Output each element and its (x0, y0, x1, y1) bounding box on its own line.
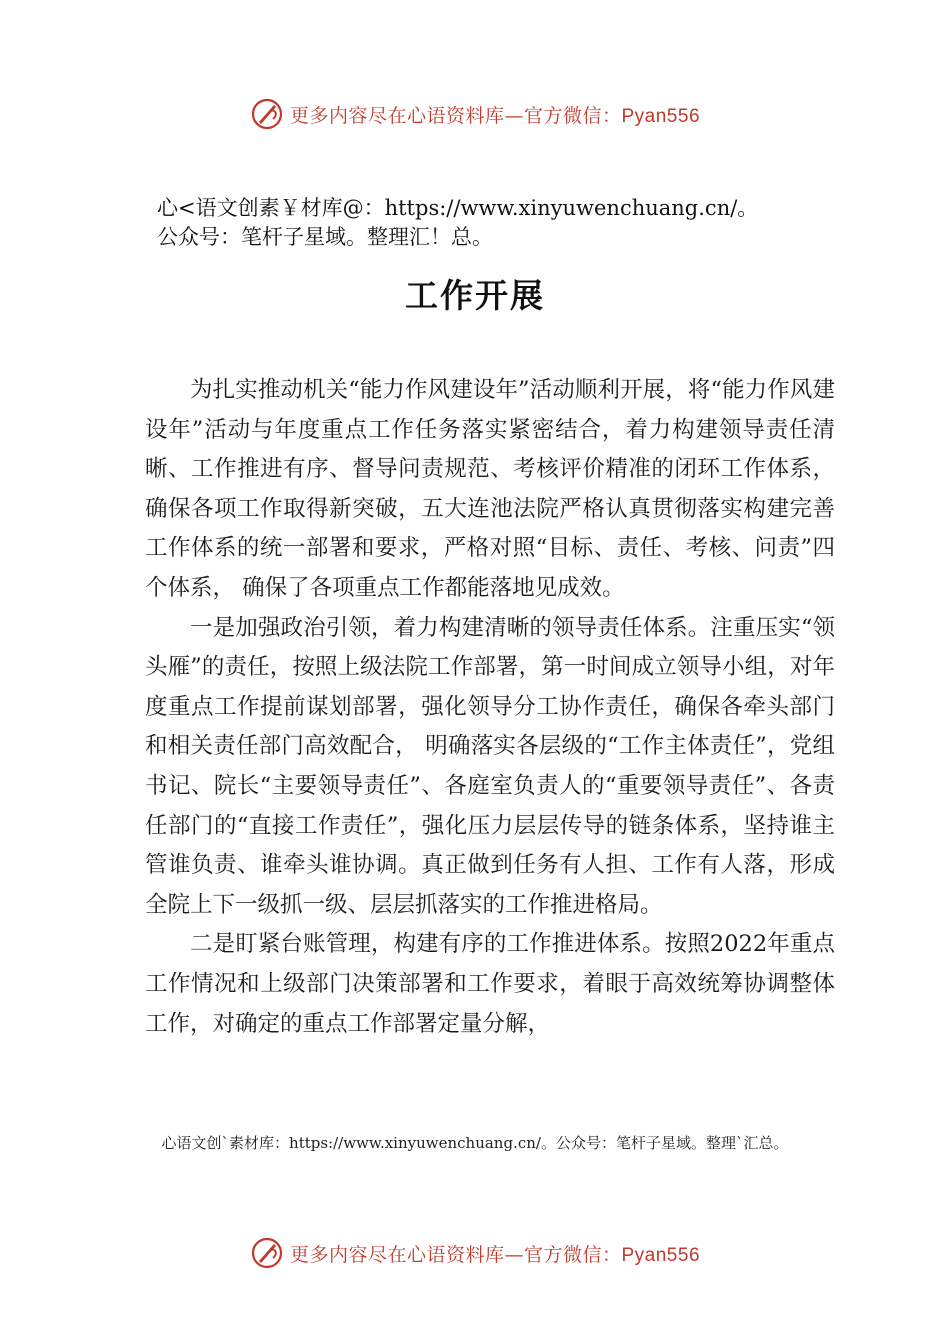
banner-wechat-id: Pyan556 (621, 105, 701, 127)
paragraph-intro: 为扎实推动机关“能力作风建设年”活动顺利开展，将“能力作风建设年”活动与年度重点工作任务落实紧密结合，着力构建领导责任清晰、工作推进有序、督导问责规范、考核评价精准的闭环工作体系，确保各项工作取得新突破，五大连池法院严格认真贯彻落实构建完善工作体系的统一部署和要求，严格对照“目标、责任、考核、问责”四个体系， 确保了各项重点工作都能落地见成效。 (145, 377, 835, 601)
banner-main-text: 更多内容尽在心语资料库 (289, 104, 505, 127)
document-body (145, 371, 835, 1044)
banner-wechat-id: Pyan556 (621, 1244, 701, 1266)
footer-note: 心语文创`素材库：https://www.xinyuwenchuang.cn/。公众号：笔杆子星域。整理`汇总。 (161, 1134, 789, 1152)
document-title: 工作开展 (405, 276, 545, 315)
banner-main-text: 更多内容尽在心语资料库 (289, 1243, 505, 1266)
paragraph-leadership: 一是加强政治引领，着力构建清晰的领导责任体系。注重压实“领头雁”的责任，按照上级法院工作部署，第一时间成立领导小组，对年度重点工作提前谋划部署，强化领导分工协作责任，确保各牵头部门和相关责任部门高效配合， 明确落实各层级的“工作主体责任”，党组书记、院长“主要领导责任”、各庭室负责人的“重要领导责任”、各责任部门的“直接工作责任”，强化压力层层传导的链条体系，坚持谁主管谁负责、谁牵头谁协调。真正做到任务有人担、工作有人落，形成全院上下一级抓一级、层层抓落实的工作推进格局。 (145, 614, 835, 918)
footer-banner (0, 1233, 950, 1273)
source-note-line-2: 公众号：笔杆子星域。整理汇！总。 (157, 225, 493, 249)
source-note (157, 194, 857, 252)
header-banner (0, 94, 950, 134)
quill-seal-icon (250, 97, 284, 131)
banner-dash: — (504, 1243, 524, 1266)
banner-text (290, 1240, 700, 1267)
banner-wechat-label: 官方微信： (523, 1243, 622, 1266)
paragraph-ledger: 二是盯紧台账管理，构建有序的工作推进体系。按照2022年重点工作情况和上级部门决策部署和工作要求，着眼于高效统筹协调整体工作，对确定的重点工作部署定量分解， (145, 931, 835, 1037)
banner-text (290, 101, 700, 128)
banner-wechat-label: 官方微信： (523, 104, 622, 127)
banner-dash: — (504, 104, 524, 127)
source-note-line-1: 心<语文创素￥材库@：https://www.xinyuwenchuang.cn/。 (157, 196, 759, 220)
quill-seal-icon (250, 1236, 284, 1270)
